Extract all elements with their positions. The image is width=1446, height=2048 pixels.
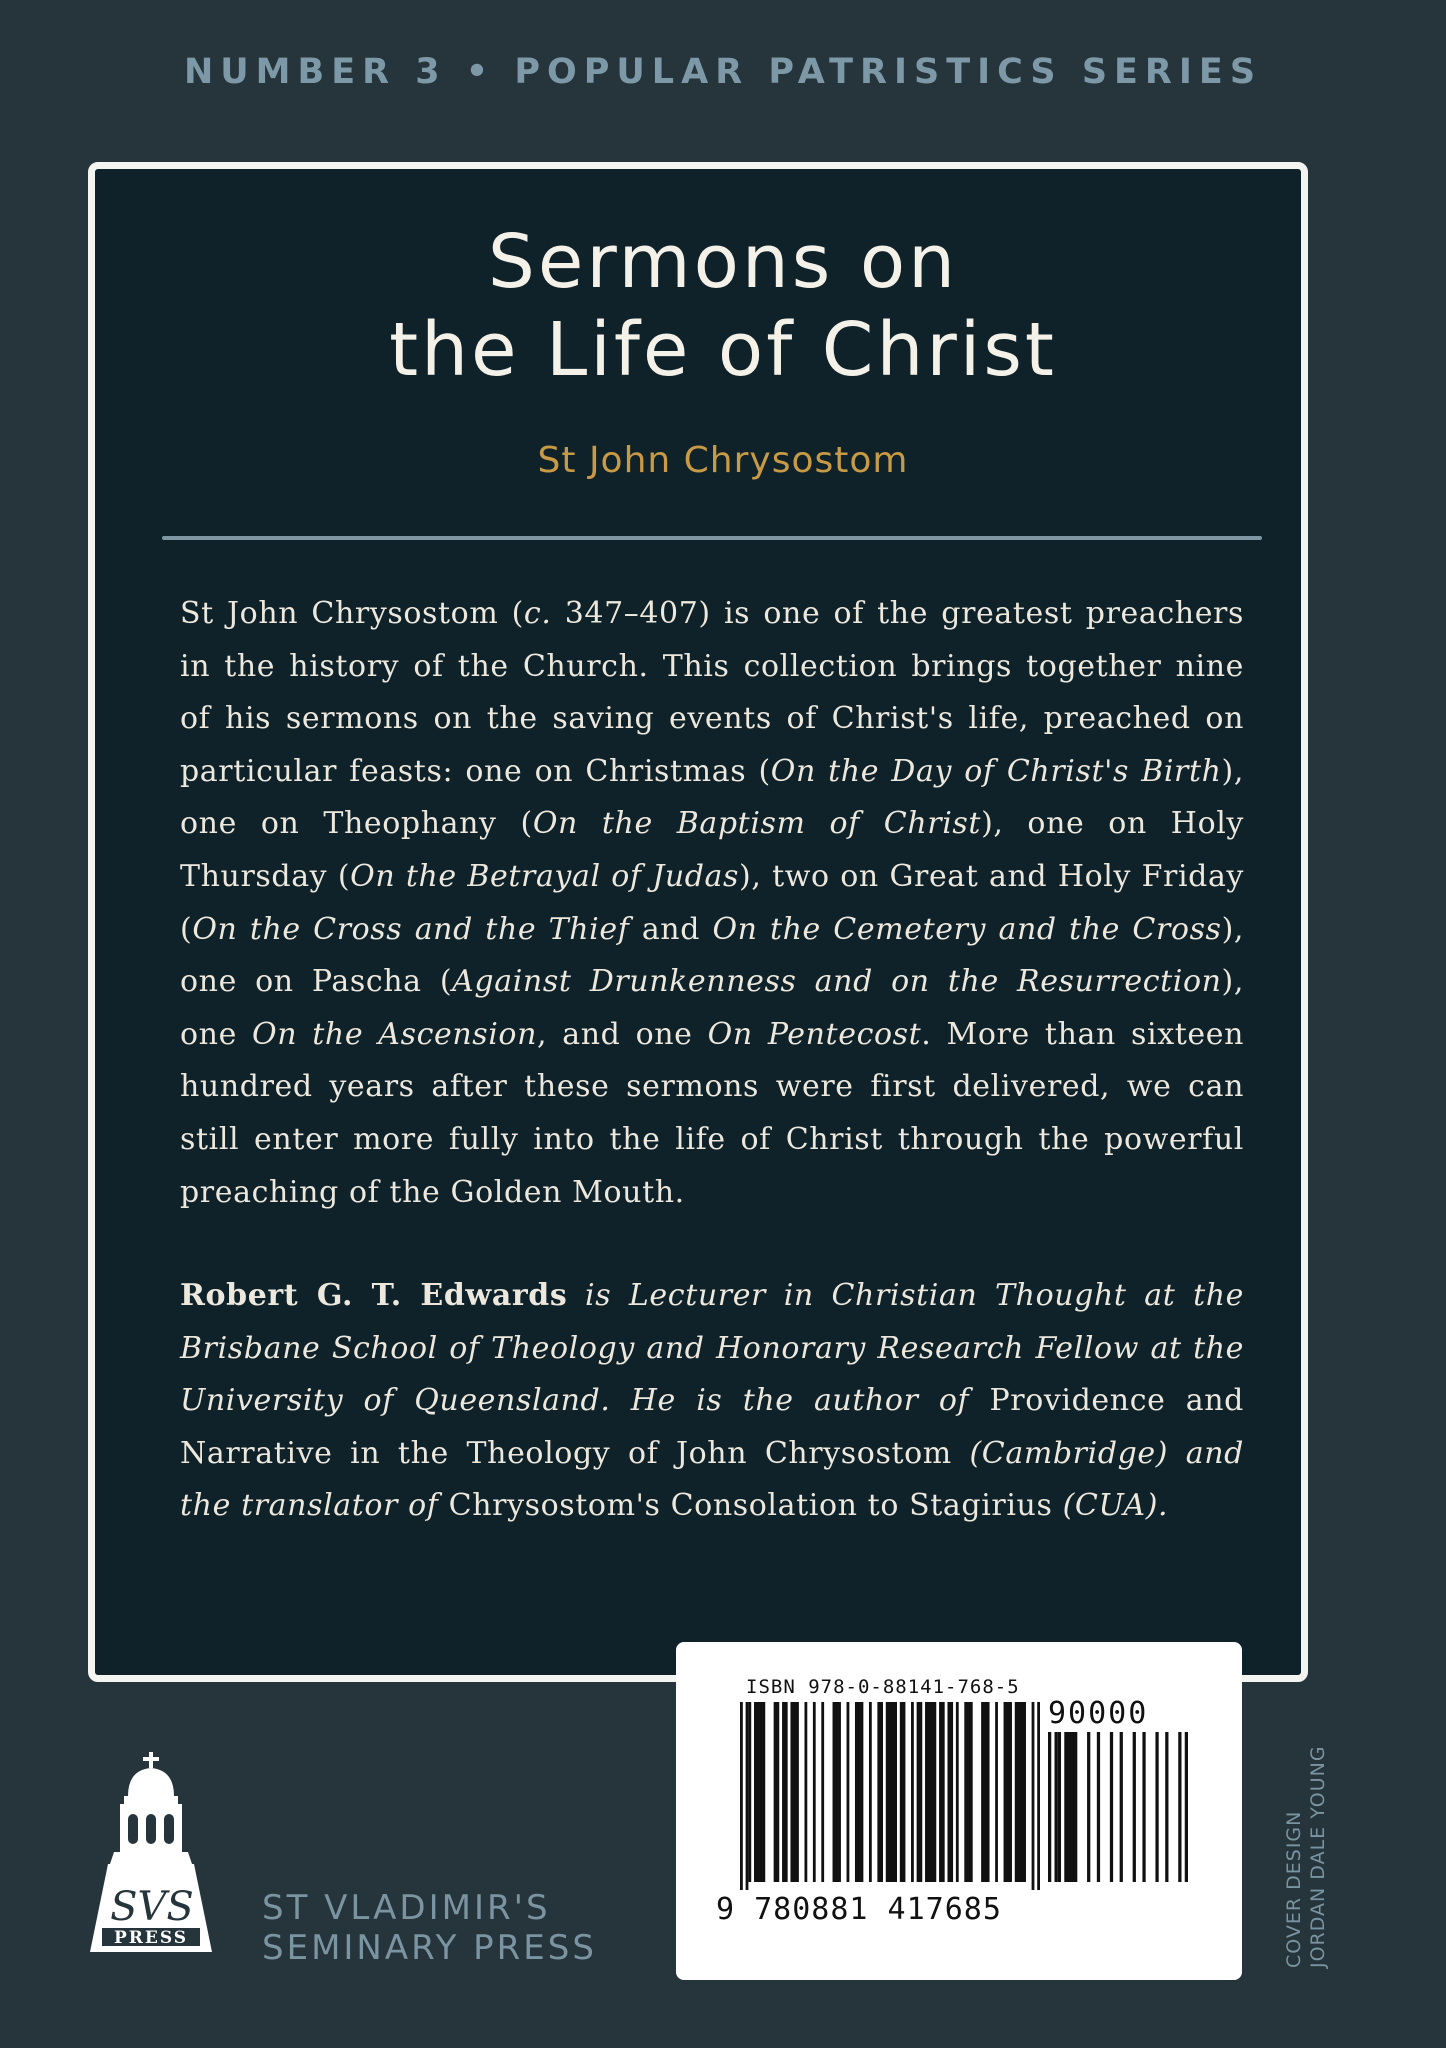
title-line-2: the Life of Christ	[389, 307, 1057, 393]
barcode-bar	[917, 1702, 923, 1882]
barcode-bar	[782, 1702, 788, 1882]
logo-monogram: SVS	[110, 1884, 194, 1930]
barcode-bar	[964, 1702, 972, 1882]
barcode-bar	[995, 1702, 998, 1882]
ean-barcode	[740, 1702, 1040, 1892]
barcode-bar	[925, 1702, 936, 1882]
barcode-bar	[790, 1702, 798, 1882]
divider-rule	[162, 536, 1262, 540]
barcode-bar	[1133, 1732, 1136, 1882]
author-bio: Robert G. T. Edwards is Lecturer in Christian Thought at the Brisbane School of Theology and Honorary Research Fellow at the University of Queensland. He is the author of Providence and Narrative in the Theology of John Chrysostom (Cambridge) and the translator of Chrysostom's Consolation to Stagirius (CUA).	[180, 1278, 1244, 1524]
credit-line-2: JORDAN DALE YOUNG	[1307, 1745, 1329, 1968]
publisher-name	[262, 1888, 597, 1968]
barcode-bar	[855, 1702, 863, 1882]
isbn-text: ISBN 978-0-88141-768-5	[746, 1676, 1020, 1698]
barcode-bar	[1037, 1702, 1040, 1890]
series-label: NUMBER 3 • POPULAR PATRISTICS SERIES	[183, 52, 1263, 92]
logo-label: PRESS	[113, 1928, 189, 1948]
barcode-bar	[900, 1702, 906, 1882]
barcode-bar	[748, 1702, 751, 1882]
barcode-bar	[1055, 1732, 1058, 1882]
barcode-bar	[947, 1702, 953, 1882]
barcode-bar	[1155, 1732, 1158, 1882]
barcode-bar	[1185, 1732, 1188, 1882]
barcode-bar	[1048, 1732, 1051, 1882]
barcode-bar	[956, 1702, 959, 1882]
book-author: St John Chrysostom	[537, 440, 909, 481]
barcode-bar	[1064, 1732, 1077, 1882]
barcode-bar	[1032, 1702, 1035, 1890]
barcode-bar	[1015, 1702, 1026, 1882]
barcode-bar	[754, 1702, 765, 1882]
barcode-bar	[847, 1702, 850, 1882]
barcode-bar	[1120, 1732, 1123, 1882]
bio-name: Robert G. T. Edwards	[180, 1278, 568, 1313]
barcode-bar	[833, 1702, 841, 1882]
barcode-bar	[1142, 1732, 1145, 1882]
barcode-bar	[869, 1702, 872, 1882]
barcode-bar	[1110, 1732, 1113, 1882]
book-description: St John Chrysostom (c. 347–407) is one of the greatest preachers in the history of the Church. This collection brings together nine of his sermons on the saving events of Christ's life, preached on particular feasts: one on Christmas (On the Day of Christ's Birth), one on Theophany (On the Baptism of Christ), one on Holy Thursday (On the Betrayal of Judas), two on Great and Holy Friday (On the Cross and the Thief and On the Cemetery and the Cross), one on Pascha (Against Drunkenness and on the Resurrection), one On the Ascension, and one On Pentecost. More than sixteen hundred years after these sermons were first delivered, we can still enter more fully into the life of Christ through the powerful preaching of the Golden Mouth.	[180, 596, 1245, 1210]
ean-digits: 9 780881 417685	[716, 1892, 1002, 1927]
barcode-bar	[746, 1702, 749, 1890]
publisher-line-2: SEMINARY PRESS	[262, 1928, 597, 1968]
svs-press-logo-icon	[88, 1752, 218, 1962]
credit-line-1: COVER DESIGN	[1283, 1810, 1305, 1968]
publisher-line-1: ST VLADIMIR'S	[262, 1888, 551, 1928]
barcode-bar	[821, 1702, 824, 1882]
barcode-card	[676, 1642, 1242, 1980]
barcode-bar	[981, 1702, 989, 1882]
barcode-bar	[804, 1702, 807, 1882]
barcode-bar	[886, 1702, 897, 1882]
barcode-bar	[1097, 1732, 1100, 1882]
barcode-bar	[1165, 1732, 1168, 1882]
addon-digits: 90000	[1048, 1696, 1149, 1731]
book-title	[0, 218, 1446, 394]
barcode-bar	[939, 1702, 945, 1882]
addon-barcode	[1048, 1732, 1188, 1922]
barcode-bar	[1058, 1732, 1061, 1882]
barcode-bar	[877, 1702, 883, 1882]
barcode-bar	[1004, 1702, 1012, 1882]
barcode-bar	[813, 1702, 816, 1882]
barcode-bar	[1087, 1732, 1090, 1882]
barcode-bar	[774, 1702, 780, 1882]
barcode-bar	[1178, 1732, 1181, 1882]
barcode-bar	[740, 1702, 743, 1890]
barcode-bar	[911, 1702, 914, 1882]
title-line-1: Sermons on	[487, 219, 959, 305]
